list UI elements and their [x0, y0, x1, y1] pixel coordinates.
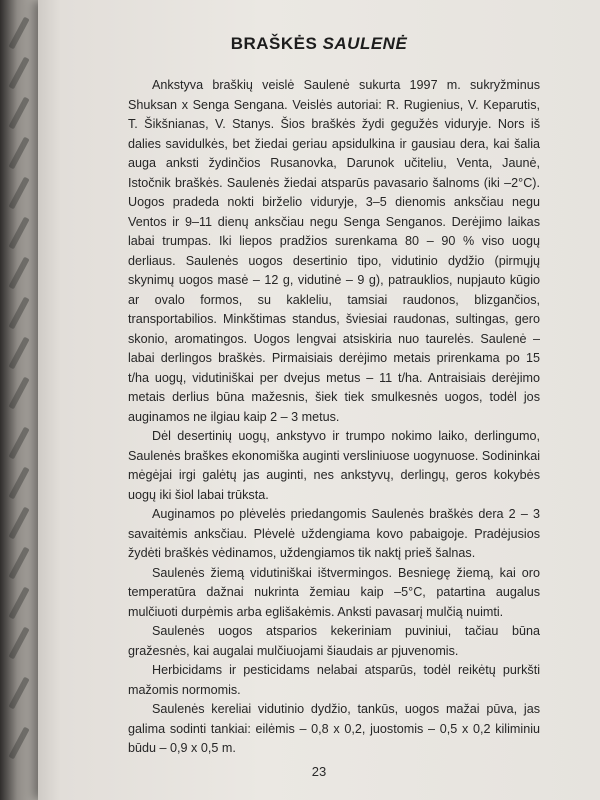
article-body: [128, 76, 540, 759]
paragraph: Dėl desertinių uogų, ankstyvo ir trumpo nokimo laiko, derlingumo, Saulenės braškes ekonomiška auginti versliniuose uogynuose. Sodininkai mėgėjai irgi galėtų jas auginti, nes ankstyvų, derlingų, geros kokybės uogų iki šiol labai trūksta.: [128, 429, 540, 502]
adjacent-page-edge: [0, 0, 38, 800]
paragraph: Saulenės žiemą vidutiniškai ištvermingos. Besniegę žiemą, kai oro temperatūra dažnai nukrinta žemiau kaip –5°C, patartina augalus mulčiuoti durpėmis arba eglišakėmis. Anksti pavasarį mulčią nuimti.: [128, 565, 540, 619]
paragraph: Herbicidams ir pesticidams nelabai atsparūs, todėl reikėtų purkšti mažomis normomis.: [128, 663, 540, 697]
paragraph: Auginamos po plėvelės priedangomis Saulenės braškės dera 2 – 3 savaitėmis anksčiau. Plėvelė uždengiama kovo pabaigoje. Pradėjusios žydėti braškės vėdinamos, uždengiamos tik naktį prieš šalnas.: [128, 507, 540, 560]
paragraph: Saulenės kereliai vidutinio dydžio, tankūs, uogos mažai pūva, jas galima sodinti tankiai: eilėmis – 0,8 x 0,2, juostomis – 0,5 x 0,2 kiliminiu būdu – 0,9 x 0,5 m.: [128, 702, 540, 755]
paragraph: Saulenės uogos atsparios kekeriniam puviniui, tačiau būna gražesnės, kai augalai mulčiuojami šiaudais ar pjuvenomis.: [128, 624, 540, 658]
page-number: 23: [311, 764, 327, 779]
page-title: [38, 34, 600, 54]
book-page: [38, 0, 600, 800]
title-variety: SAULENĖ: [322, 34, 408, 53]
paragraph: Ankstyva braškių veislė Saulenė sukurta 1997 m. sukryžminus Shuksan x Senga Sengana. Veislės autoriai: R. Rugienius, V. Keparutis, T. Šikšnianas, V. Stanys. Šios braškės žydi gegužės viduryje. Nors iš dalies savidulkės, bet žiedai geriau apsidulkina ir gausiau dera, kai šalia auga anksti žydinčios Rusanovka, Darunok učiteliu, Venta, Jaunė, Istočnik braškės. Saulenės žiedai atsparūs pavasario šalnoms (iki –2°C). Uogos pradeda nokti birželio viduryje, 3–5 dienomis anksčiau negu Ventos ir 9–11 dienų anksčiau negu Senga Senganos. Derėjimo laikas labai trumpas. Iki liepos pradžios surenkama 80 – 90 % viso uogų derliaus. Saulenės uogos desertinio tipo, vidutinio dydžio (pirmųjų skynimų uogos masė – 12 g, vidutinė – 9 g), patrauklios, nupjauto kūgio ar ovalo formos, su kakleliu, tamsiai raudonos, blizgančios, transportabilios. Minkštimas standus, šviesiai raudonas, sultingas, gero skonio, aromatingos. Uogos lengvai atsiskiria nuo taurelės. Saulenė – labai derlingos braškės. Pirmaisiais derėjimo metais prirenkama po 15 t/ha uogų, vidutiniškai per dvejus metus – 11 t/ha. Antraisiais derėjimo metais derlius būna mažesnis, šiek tiek smulkesnės uogos, todėl jos auginamos ne ilgiau kaip 2 – 3 metus.: [128, 78, 540, 424]
title-main: BRAŠKĖS: [230, 34, 318, 53]
